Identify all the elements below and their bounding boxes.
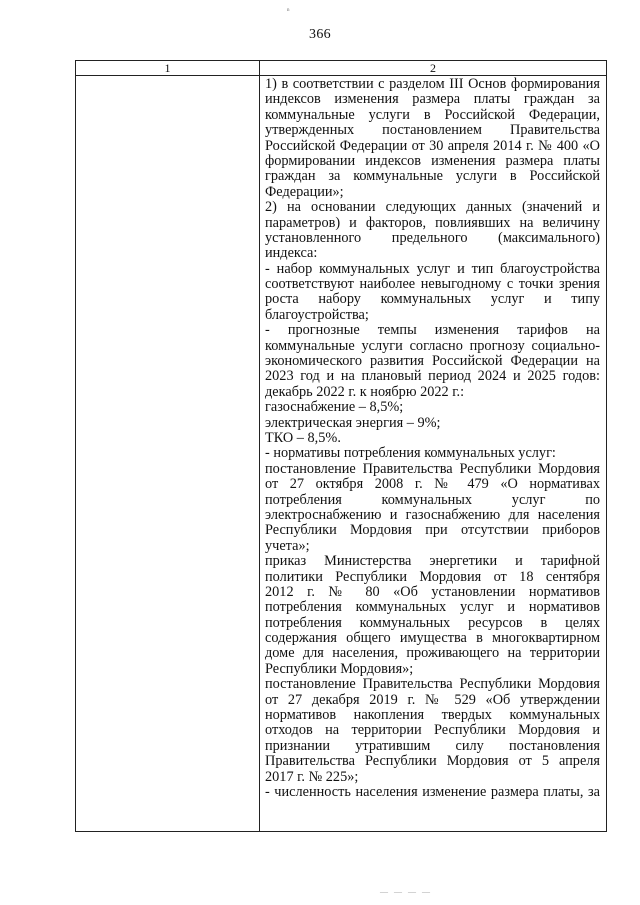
text-line: потребления коммунальных ресурсов в целях bbox=[265, 614, 600, 631]
text-line: граждан за коммунальные услуги в Российской bbox=[265, 168, 600, 185]
scan-mark: ⁿ bbox=[287, 6, 290, 15]
text-line: утвержденных постановлением Правительства bbox=[265, 122, 600, 139]
text-line: установленного предельного (максимального) bbox=[265, 229, 600, 246]
column-header-2: 2 bbox=[430, 61, 436, 75]
text-line: политики Республики Мордовия от 18 сентября bbox=[265, 568, 600, 585]
text-line: формировании индексов изменения размера платы bbox=[265, 152, 600, 169]
text-line: признании утратившим силу постановления bbox=[265, 737, 600, 754]
text-line: доме для населения, проживающего на территории bbox=[265, 645, 600, 662]
text-line: - численность населения изменение размера платы, за bbox=[265, 783, 600, 800]
text-line: Республики Мордовия»; bbox=[265, 660, 414, 677]
text-line: от 27 декабря 2019 г. № 529 «Об утверждении bbox=[265, 691, 600, 708]
text-line: коммунальные услуги в Российской Федерации, bbox=[265, 106, 600, 123]
table-header-row bbox=[76, 61, 606, 76]
text-line: содержания общего имущества в многоквартирном bbox=[265, 630, 600, 647]
text-line: Федерации»; bbox=[265, 183, 344, 200]
text-line: потребления коммунальных услуг по bbox=[265, 491, 600, 508]
text-line: роста набору коммунальных услуг и типу bbox=[265, 291, 600, 308]
text-line: - нормативы потребления коммунальных услуг: bbox=[265, 445, 556, 462]
text-line: соответствуют наиболее невыгодному с точки зрения bbox=[265, 276, 600, 293]
text-line: декабрь 2022 г. к ноябрю 2022 г.: bbox=[265, 383, 465, 400]
text-line: электроснабжению и газоснабжению для населения bbox=[265, 506, 600, 523]
text-line: постановление Правительства Республики Мордовия bbox=[265, 460, 600, 477]
page-number: 366 bbox=[309, 27, 331, 42]
text-line: благоустройства; bbox=[265, 306, 369, 323]
text-line: 2017 г. № 225»; bbox=[265, 768, 359, 785]
text-line: индекса: bbox=[265, 245, 318, 262]
text-line: 2012 г. № 80 «Об установлении нормативов bbox=[265, 583, 600, 600]
text-line: - набор коммунальных услуг и тип благоустройства bbox=[265, 260, 600, 277]
column-divider bbox=[259, 61, 260, 831]
text-line: 2023 год и на плановый период 2024 и 2025 годов: bbox=[265, 368, 600, 385]
text-line: потребления коммунальных услуг и нормативов bbox=[265, 599, 600, 616]
text-line: - прогнозные темпы изменения тарифов на bbox=[265, 322, 600, 339]
text-line: экономического развития Российской Федерации на bbox=[265, 353, 600, 370]
text-line: ТКО – 8,5%. bbox=[265, 429, 341, 446]
text-line: отходов на территории Республики Мордовия и bbox=[265, 722, 600, 739]
text-line: коммунальные услуги согласно прогнозу социально- bbox=[265, 337, 600, 354]
text-line: постановление Правительства Республики Мордовия bbox=[265, 676, 600, 693]
text-line: от 27 октября 2008 г. № 479 «О нормативах bbox=[265, 476, 600, 493]
text-line: приказ Министерства энергетики и тарифной bbox=[265, 553, 600, 570]
text-line: нормативов накопления твердых коммунальных bbox=[265, 707, 600, 724]
document-table bbox=[75, 60, 607, 832]
content-cell-column-2 bbox=[265, 77, 600, 800]
text-line: газоснабжение – 8,5%; bbox=[265, 399, 404, 416]
text-line: Правительства Республики Мордовия от 5 апреля bbox=[265, 753, 600, 770]
text-line: 2) на основании следующих данных (значений и bbox=[265, 199, 600, 216]
text-line: параметров) и факторов, повлиявших на величину bbox=[265, 214, 600, 231]
text-line: электрическая энергия – 9%; bbox=[265, 414, 441, 431]
text-line: 1) в соответствии с разделом III Основ формирования bbox=[265, 76, 600, 92]
text-line: Российской Федерации от 30 апреля 2014 г. № 400 «О bbox=[265, 137, 600, 154]
column-header-1: 1 bbox=[164, 61, 171, 75]
scan-artifact: — — — — bbox=[380, 887, 432, 896]
text-line: индексов изменения размера платы граждан за bbox=[265, 91, 600, 108]
text-line: учета»; bbox=[265, 537, 310, 554]
text-line: Республики Мордовия при отсутствии приборов bbox=[265, 522, 600, 539]
